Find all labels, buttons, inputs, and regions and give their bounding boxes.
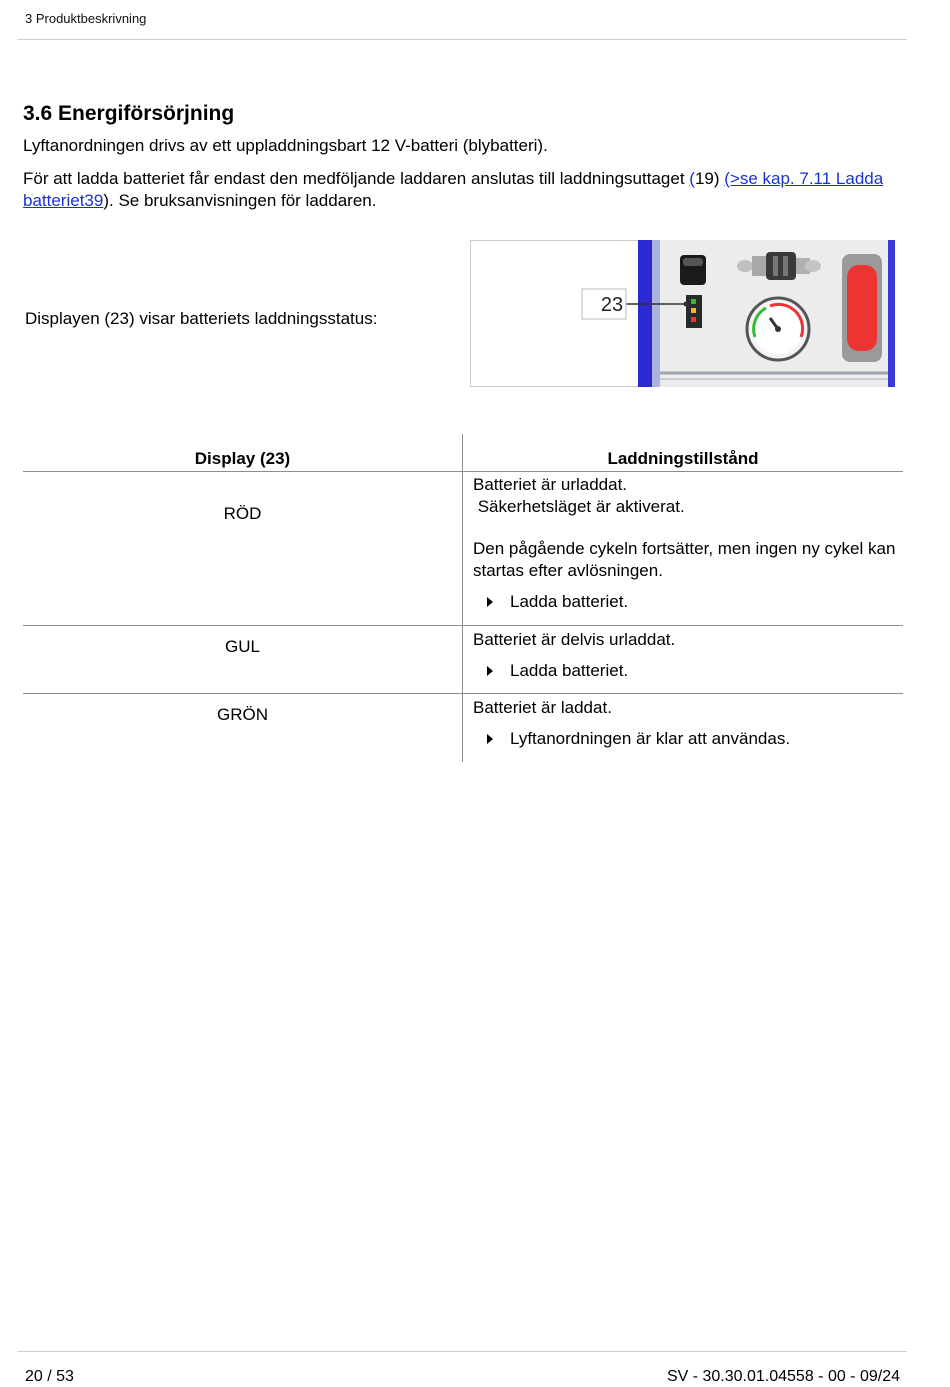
- yellow-led: [691, 308, 696, 313]
- display-red: RÖD: [223, 504, 262, 523]
- display-yellow: GUL: [225, 637, 260, 656]
- running-header: 3 Produktbeskrivning: [25, 11, 147, 26]
- section-title: 3.6 Energiförsörjning: [23, 102, 235, 125]
- header-divider: [17, 39, 907, 40]
- state-red: [473, 474, 898, 613]
- table-column-divider: [462, 434, 463, 762]
- table-row-rule: [23, 625, 903, 626]
- chapter-reference-link[interactable]: (>se kap. 7.11 Ladda batteriet39: [23, 169, 884, 210]
- state-red-line2: Säkerhetsläget är aktiverat.: [473, 497, 685, 516]
- state-red-note: Den pågående cykeln fortsätter, men ingen ny cykel kan startas efter avlösningen.: [473, 539, 896, 580]
- bullet-arrow-icon: [487, 597, 493, 607]
- charging-text-mid: 19): [694, 169, 725, 188]
- state-yellow-line1: Batteriet är delvis urladdat.: [473, 630, 676, 649]
- action-red: [473, 591, 898, 613]
- table-row-rule: [23, 693, 903, 694]
- action-green-text: Lyftanordningen är klar att användas.: [510, 729, 791, 748]
- socket-link[interactable]: (: [689, 169, 695, 188]
- display-green: GRÖN: [217, 705, 268, 724]
- charging-socket: [766, 252, 796, 280]
- table-header-display: Display (23): [194, 449, 291, 468]
- table-header-state: Laddningstillstånd: [607, 449, 759, 468]
- charging-text-end: ). Se bruksanvisningen för laddaren.: [103, 191, 377, 210]
- table-header-rule: [23, 471, 903, 472]
- red-led: [691, 317, 696, 322]
- state-red-line1: Batteriet är urladdat.: [473, 475, 628, 494]
- action-red-text: Ladda batteriet.: [510, 592, 629, 611]
- bullet-arrow-icon: [487, 734, 493, 744]
- state-green-line1: Batteriet är laddat.: [473, 698, 612, 717]
- document-reference: SV - 30.30.01.04558 - 00 - 09/24: [666, 1368, 900, 1385]
- charging-paragraph: [23, 168, 903, 212]
- control-panel-illustration: [470, 240, 895, 387]
- footer-divider: [17, 1351, 907, 1352]
- state-green: [473, 697, 898, 750]
- control-panel-figure: [470, 240, 895, 387]
- state-yellow: [473, 629, 898, 682]
- bullet-arrow-icon: [487, 666, 493, 676]
- intro-paragraph: Lyftanordningen drivs av ett uppladdningsbart 12 V-batteri (blybatteri).: [23, 136, 548, 155]
- red-button: [847, 265, 877, 351]
- callout-label: 23: [600, 294, 624, 316]
- charging-text-start: För att ladda batteriet får endast den medföljande laddaren anslutas till laddningsuttaget: [23, 169, 690, 188]
- display-status-text: Displayen (23) visar batteriets laddningsstatus:: [25, 309, 378, 328]
- action-yellow: [473, 660, 898, 682]
- action-yellow-text: Ladda batteriet.: [510, 661, 629, 680]
- blue-bar: [638, 240, 652, 387]
- page-number: 20 / 53: [25, 1368, 74, 1385]
- green-led: [691, 299, 696, 304]
- action-green: [473, 728, 898, 750]
